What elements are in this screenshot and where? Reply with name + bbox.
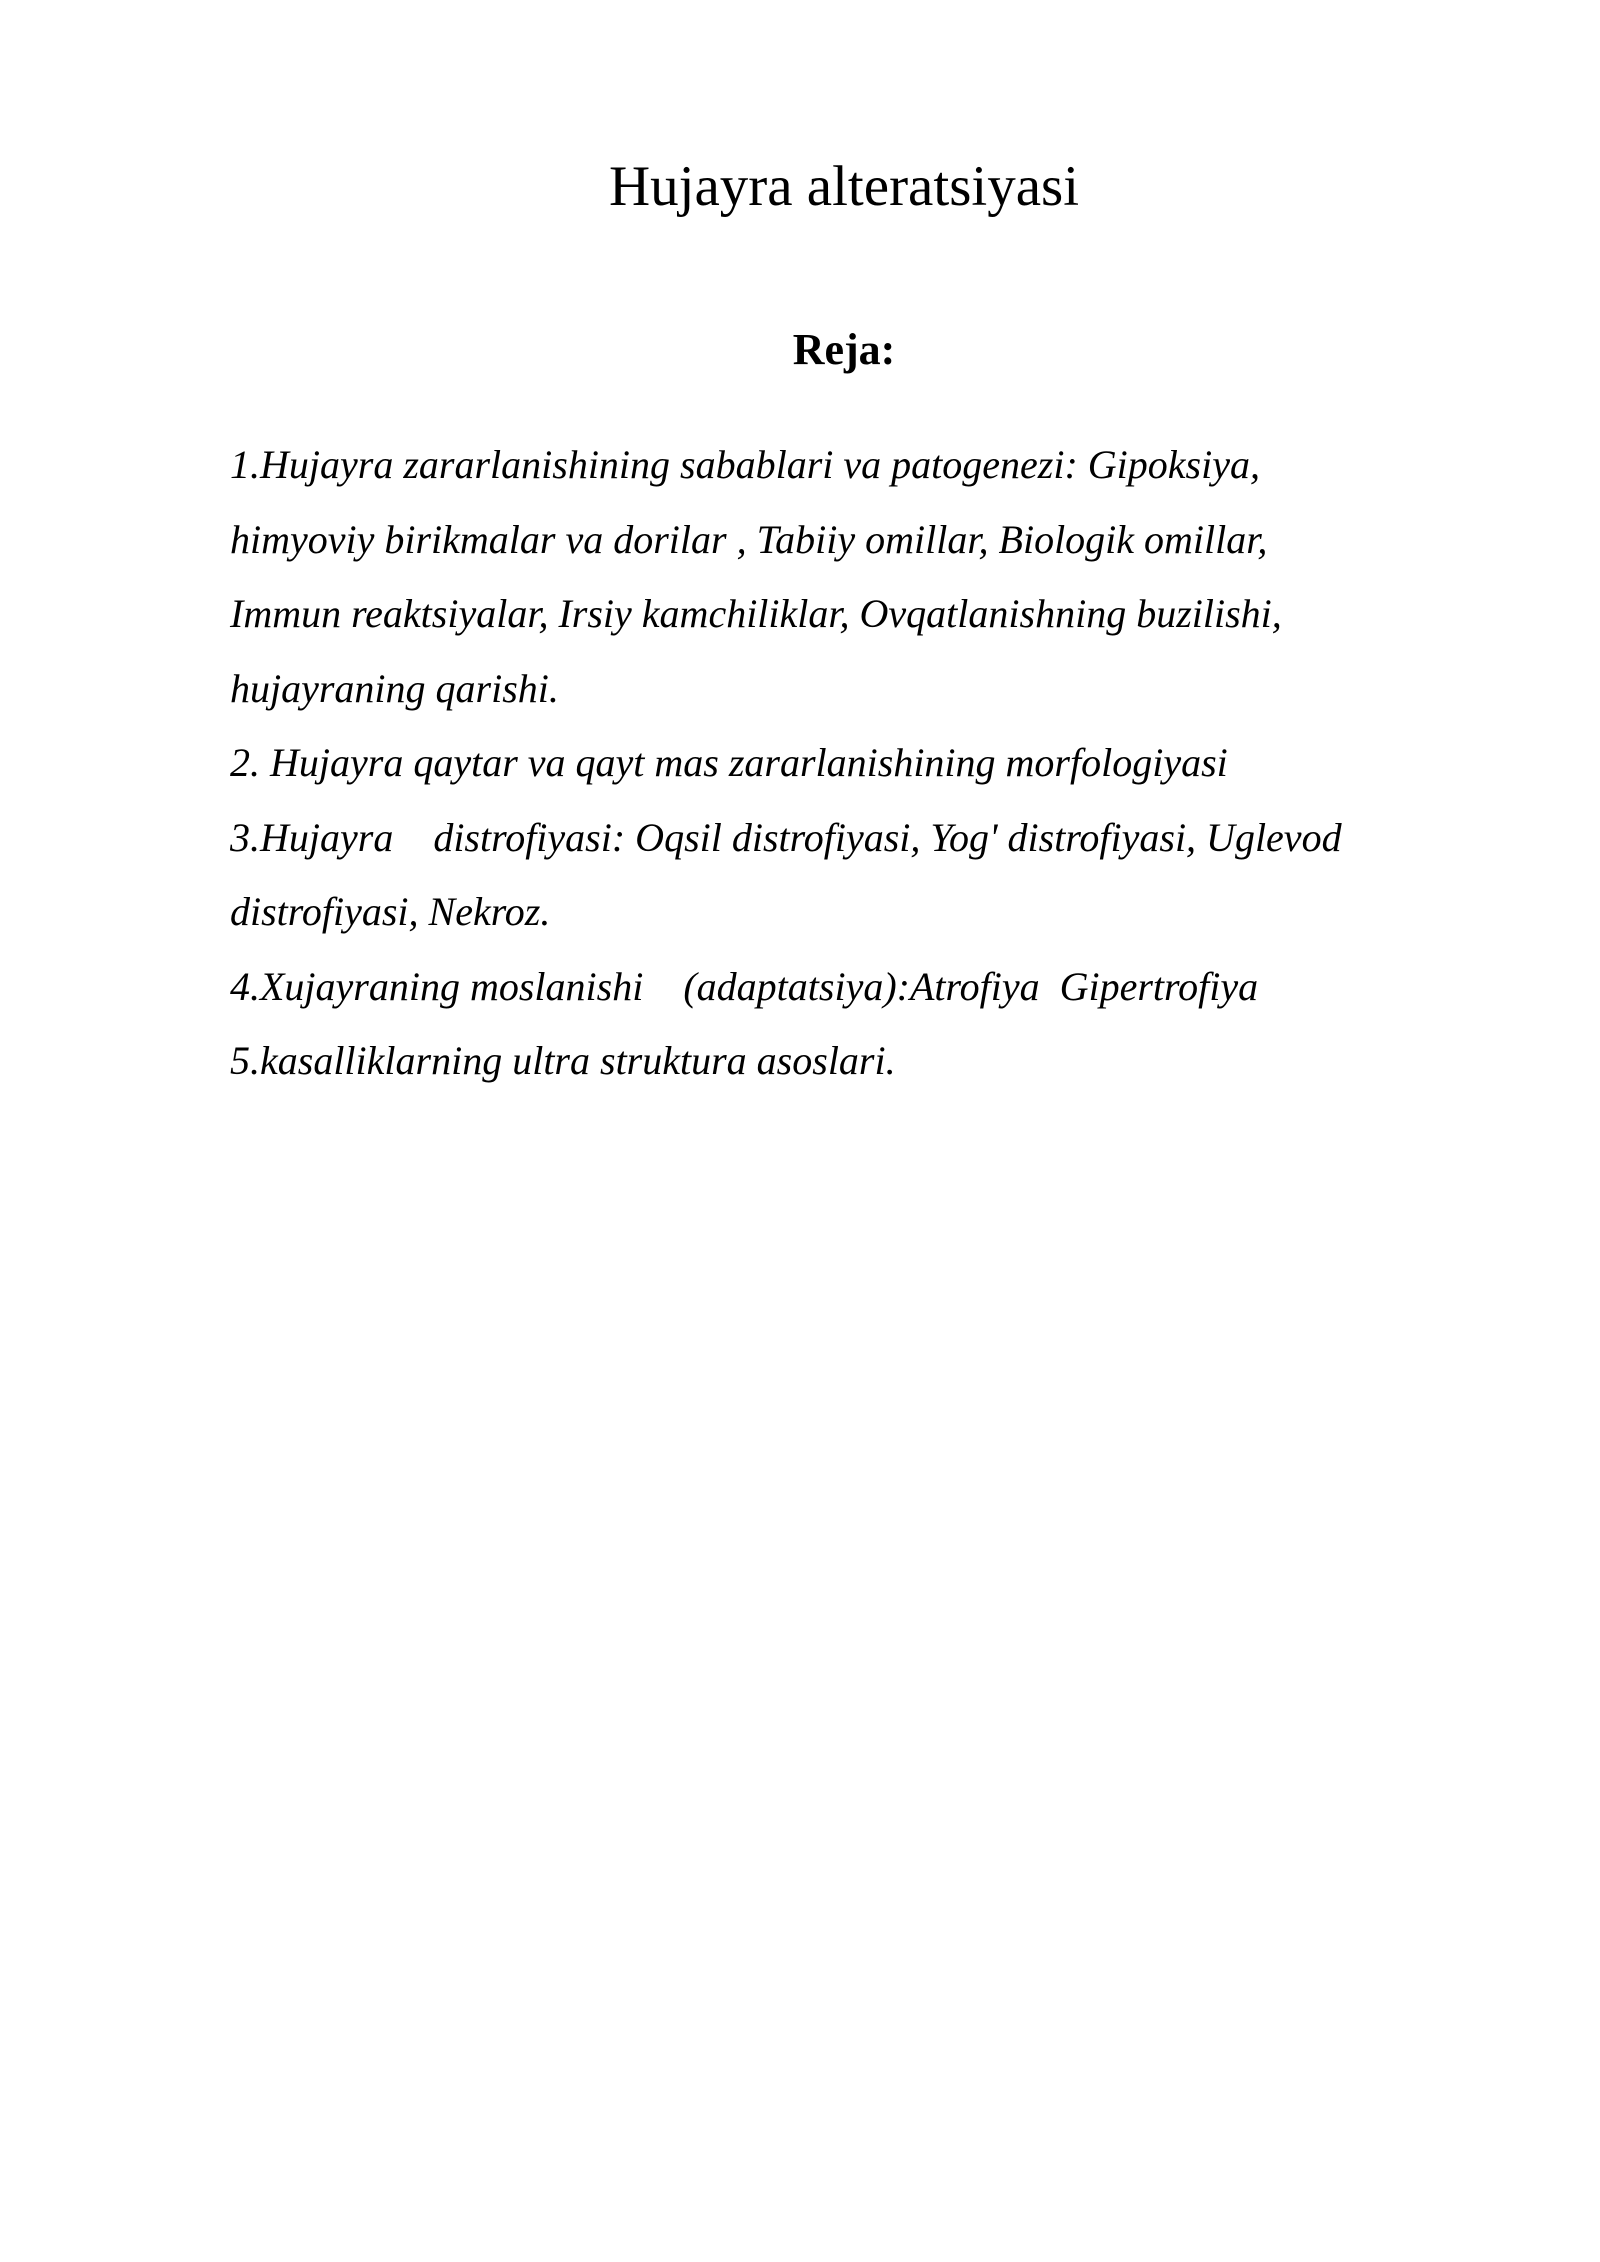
plan-line: 4.Xujayraning moslanishi (adaptatsiya):Atrofiya Gipertrofiya xyxy=(230,963,1259,1009)
plan-line: 5.kasalliklarning ultra struktura asoslari. xyxy=(230,1038,896,1083)
plan-line: distrofiyasi, Nekroz. xyxy=(230,889,551,934)
plan-line: 2. Hujayra qaytar va qayt mas zararlanishining morfologiyasi xyxy=(230,740,1228,785)
plan-line: himyoviy birikmalar va dorilar , Tabiiy omillar, Biologik omillar, xyxy=(230,516,1268,562)
plan-line: 1.Hujayra zararlanishining sabablari va patogenezi: Gipoksiya, xyxy=(230,442,1260,487)
plan-line: hujayraning qarishi. xyxy=(230,665,559,711)
plan-line: 3.Hujayra distrofiyasi: Oqsil distrofiyasi, Yog' distrofiyasi, Uglevod xyxy=(230,814,1342,860)
document-title: Hujayra alteratsiyasi xyxy=(608,155,1080,218)
plan-heading: Reja: xyxy=(792,325,896,374)
plan-list xyxy=(230,428,1510,1099)
plan-line: Immun reaktsiyalar, Irsiy kamchiliklar, Ovqatlanishning buzilishi, xyxy=(230,591,1282,636)
